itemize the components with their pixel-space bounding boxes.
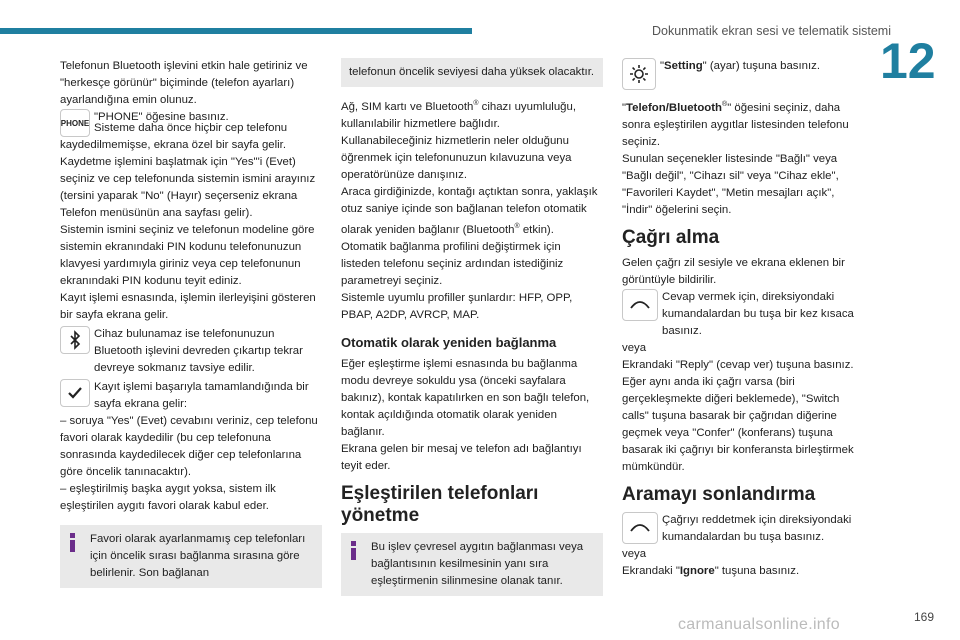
paragraph: Telefonun Bluetooth işlevini etkin hale getiriniz ve "herkesçe görünür" biçiminde (telefon ayarları) ayarlandığına emin olunuz. xyxy=(60,60,308,106)
info-note xyxy=(341,533,603,596)
call-note: Cevap vermek için, direksiyondaki kumandalardan bu tuşa bir kez kısaca basınız. xyxy=(662,290,854,337)
paragraph: Sistemin ismini seçiniz ve telefonun modeline göre sistemin ekranındaki PIN kodunu telefonunuzun klavyesi yardımıyla giriniz veya cep telefonunun ekranındaki PIN kodunu teyit ediniz. xyxy=(60,224,315,287)
paragraph: Sistemle uyumlu profiller şunlardır: HFP, OPP, PBAP, A2DP, AVRCP, MAP. xyxy=(341,291,573,321)
column-2 xyxy=(341,58,603,596)
info-icon xyxy=(68,533,76,553)
check-instruction xyxy=(60,379,322,413)
section-heading: Otomatik olarak yeniden bağlanma xyxy=(341,334,557,350)
paragraph: Ekrandaki "Reply" (cevap ver) tuşuna basınız. xyxy=(622,358,854,371)
registered-mark: ® xyxy=(473,100,479,107)
paragraph xyxy=(622,563,866,580)
registered-mark: ® xyxy=(722,101,728,108)
bluetooth-icon xyxy=(60,326,90,354)
steering-call-icon xyxy=(622,289,658,321)
info-note-text: Bu işlev çevresel aygıtın bağlanması veya bağlantısının kesilmesinin yanı sıra eşleştirmenin silinmesine olanak tanır. xyxy=(371,540,584,587)
bluetooth-instruction xyxy=(60,326,322,377)
info-note-text: Favori olarak ayarlanmamış cep telefonları için öncelik sırası bağlanma sırasına göre belirlenir. Son bağlanan xyxy=(90,533,306,579)
text: Ekrandaki " xyxy=(622,564,680,577)
section-heading: Çağrı alma xyxy=(622,226,720,248)
dash-item: – eşleştirilmiş başka aygıt yoksa, sistem ilk eşleştirilen aygıtı favori olarak kabul eder. xyxy=(60,483,276,512)
text: veya xyxy=(622,547,647,560)
info-note-continued xyxy=(341,58,603,87)
phone-row-a: "PHONE" öğesine basınız. xyxy=(94,111,229,123)
end-call-instruction xyxy=(622,512,866,546)
paragraph: Otomatik bağlanma profilini değiştirmek için listeden telefonu seçiniz ardından istediğiniz parametreyi seçiniz. xyxy=(341,240,564,287)
info-note-text: telefonun öncelik seviyesi daha yüksek olacaktır. xyxy=(349,66,595,78)
text: " öğesini seçiniz, daha sonra eşleştirilen aygıtlar listesinden telefonu seçiniz. xyxy=(622,101,849,148)
check-icon xyxy=(60,379,90,407)
paragraph: Eğer eşleştirme işlemi esnasında bu bağlanma modu devreye sokuldu ysa (önceki sayfalara bakınız), kontak kapatılırken en son bağlı telefon, kontak açıldığında otomatik olarak yeniden bağlanır. xyxy=(341,357,590,438)
column-1 xyxy=(60,58,322,588)
chapter-number: 12 xyxy=(880,33,936,89)
phone-icon: PHONE xyxy=(60,109,90,137)
text: " tuşuna basınız. xyxy=(714,564,800,577)
end-call-note: Çağrıyı reddetmek için direksiyondaki kumandalardan bu tuşa basınız. xyxy=(662,513,852,543)
bluetooth-note: Cihaz bulunamaz ise telefonunuzun Bluetooth işlevini devreden çıkartıp tekrar devreye sokmanız tavsiye edilir. xyxy=(94,328,303,374)
paragraph xyxy=(341,95,603,133)
info-icon xyxy=(349,541,357,561)
call-instruction xyxy=(622,289,866,340)
paragraph: Eğer aynı anda iki çağrı varsa (biri gerçekleşmekte diğeri beklemede), "Switch calls" tuşuna basarak bir çağrıdan diğerine geçmek veya "Confer" (konferans) tuşuna basarak iki çağrıyı bir konferansta birleştirmek mümkündür. xyxy=(622,375,854,473)
text: Setting xyxy=(664,60,703,72)
paragraph: Kaydetme işlemini başlatmak için "Yes"'i (Evet) seçiniz ve cep telefonunda sistemin ismini arayınız (tersini yaparak "No" (Hayır) seçerseniz ekrana Telefon menüsünün ana sayfası gelir). xyxy=(60,156,316,219)
settings-instruction xyxy=(622,58,866,90)
paragraph: Ekrana gelen bir mesaj ve telefon adı bağlantıyı teyit eder. xyxy=(341,442,582,472)
settings-note xyxy=(660,58,866,75)
header-accent-bar xyxy=(0,28,472,34)
text: Telefon/Bluetooth xyxy=(626,101,723,114)
paragraph xyxy=(622,96,866,151)
check-note: Kayıt işlemi başarıyla tamamlandığında bir sayfa ekrana gelir: xyxy=(94,381,309,410)
text: veya xyxy=(622,341,647,354)
settings-icon xyxy=(622,58,656,90)
paragraph: Gelen çağrı zil sesiyle ve ekrana eklenen bir görüntüyle bildirilir. xyxy=(622,256,845,286)
page-header-title: Dokunmatik ekran sesi ve telematik sistemi xyxy=(652,24,891,38)
text: Araca girdiğinizde, kontağı açtıktan sonra, yaklaşık otuz saniye içinde son bağlanan telefon otomatik olarak yeniden bağlanır (Bluetooth xyxy=(341,185,598,236)
page-number: 169 xyxy=(914,610,935,624)
registered-mark: ® xyxy=(514,222,520,230)
paragraph xyxy=(341,184,603,239)
text: " xyxy=(660,60,665,72)
watermark: carmanualsonline.info xyxy=(678,616,840,633)
text: cihazı uyumluluğu, kullanılabilir hizmetlere bağlıdır. xyxy=(341,100,577,130)
text: Ağ, SIM kartı ve Bluetooth xyxy=(341,100,474,113)
text: " (ayar) tuşuna basınız. xyxy=(702,60,821,72)
steering-call-icon xyxy=(622,512,658,544)
dash-item: – soruya "Yes" (Evet) cevabını veriniz, cep telefonu favori olarak kaydedilir (bu cep telefonuna sonrasında kaydedilecek diğer cep telefonlarına göre öncelik tanınacaktır). xyxy=(60,415,318,478)
section-heading: Aramayı sonlandırma xyxy=(622,483,816,505)
text: " xyxy=(622,101,627,114)
paragraph: Kullanabileceğiniz hizmetlerin neler olduğunu öğrenmek için telefonunuzun kılavuzuna veya operatörünüze danışınız. xyxy=(341,134,572,181)
phone-row-b: Sisteme daha önce hiçbir cep telefonu kaydedilmemişse, ekrana özel bir sayfa gelir. xyxy=(60,122,288,151)
paragraph: Sunulan seçenekler listesinde "Bağlı" veya "Bağlı değil", "Cihazı sil" veya "Cihaz ekle", "Favorileri Kaydet", "Metin mesajları açık", "İndir" öğelerini seçin. xyxy=(622,152,839,216)
info-note xyxy=(60,525,322,588)
text: Ignore xyxy=(679,564,715,577)
paragraph: Kayıt işlemi esnasında, işlemin ilerleyişini gösteren bir sayfa ekrana gelir. xyxy=(60,292,316,321)
section-heading: Eşleştirilen telefonları yönetme xyxy=(341,482,539,526)
text: etkin). xyxy=(519,223,554,236)
column-3 xyxy=(622,58,866,580)
